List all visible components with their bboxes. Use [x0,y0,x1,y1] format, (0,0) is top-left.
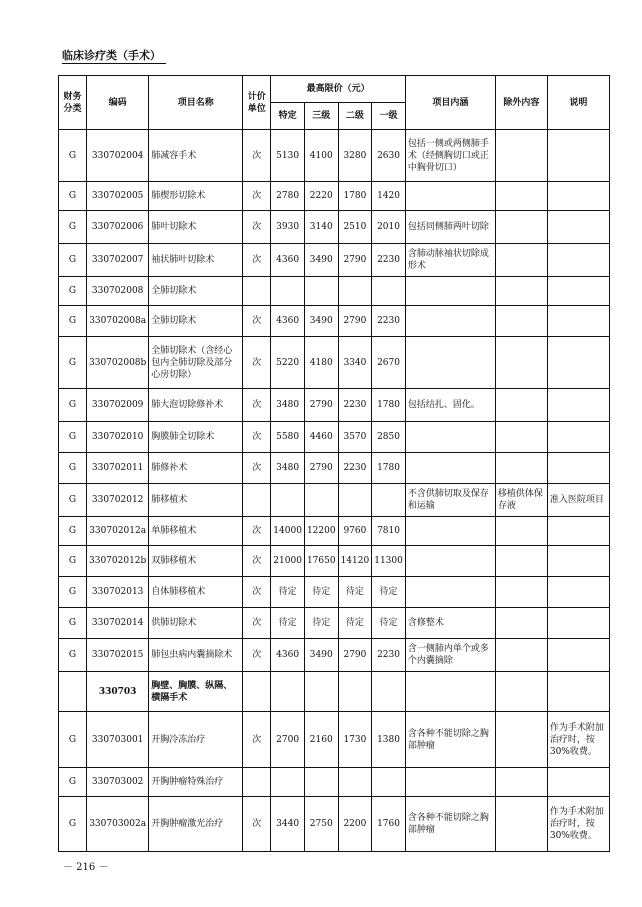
row-price-level-1: 待定 [372,577,406,608]
row-unit: 次 [243,130,271,182]
col-header-level-2: 二级 [338,103,372,130]
row-code: 330702008a [87,306,149,337]
col-header-unit: 计价 单位 [243,76,271,130]
row-code: 330702010 [87,422,149,453]
row-category [59,672,87,712]
row-name: 肺移植术 [149,484,243,517]
row-exclusions [495,768,547,797]
row-unit: 次 [243,211,271,244]
row-unit: 次 [243,546,271,577]
row-code: 330702012 [87,484,149,517]
row-content: 包括结扎、固化。 [405,389,495,422]
page-header-title: 临床诊疗类（手术） [62,49,161,62]
row-name: 单肺移植术 [149,517,243,546]
row-name: 肺叶切除术 [149,211,243,244]
row-price-level-3: 待定 [304,577,338,608]
row-exclusions [495,453,547,484]
row-exclusions [495,422,547,453]
row-price-level-1 [372,768,406,797]
row-name: 双肺移植术 [149,546,243,577]
row-content [405,277,495,306]
table-row [59,712,610,768]
row-category: G [59,422,87,453]
row-price-level-1: 1420 [372,182,406,211]
row-exclusions [495,639,547,672]
row-exclusions [495,211,547,244]
row-unit [243,484,271,517]
row-content [405,182,495,211]
table-row [59,337,610,389]
row-name: 全肺切除术 [149,277,243,306]
row-price-level-3: 12200 [304,517,338,546]
row-code: 330702004 [87,130,149,182]
row-category: G [59,130,87,182]
table-row [59,639,610,672]
row-category: G [59,244,87,277]
row-notes [547,422,609,453]
row-price-level-2: 1780 [338,182,372,211]
row-name: 全肺切除术（含经心包内全肺切除及部分心房切除） [149,337,243,389]
row-notes [547,672,609,712]
row-notes [547,306,609,337]
row-price-level-2: 2790 [338,639,372,672]
row-notes [547,768,609,797]
row-price-level-2: 2510 [338,211,372,244]
row-notes [547,639,609,672]
row-price-special: 5580 [271,422,305,453]
row-price-level-1 [372,277,406,306]
row-code: 330702013 [87,577,149,608]
row-price-level-2: 3280 [338,130,372,182]
row-notes [547,608,609,639]
row-code: 330702015 [87,639,149,672]
row-exclusions [495,182,547,211]
row-price-level-1: 2230 [372,639,406,672]
table-row [59,422,610,453]
row-price-special: 21000 [271,546,305,577]
row-category: G [59,517,87,546]
row-price-special [271,768,305,797]
row-name: 肺大泡切除修补术 [149,389,243,422]
row-price-level-3: 2160 [304,712,338,768]
row-notes [547,337,609,389]
row-content: 含一侧肺内单个或多个内囊摘除 [405,639,495,672]
row-unit [243,277,271,306]
row-price-special [271,672,305,712]
row-category: G [59,182,87,211]
row-price-special: 5220 [271,337,305,389]
row-notes [547,577,609,608]
row-name: 胸壁、胸膜、纵隔、横隔手术 [149,672,243,712]
row-category: G [59,797,87,852]
row-category: G [59,546,87,577]
row-content [405,422,495,453]
row-notes [547,389,609,422]
row-price-level-1: 1780 [372,453,406,484]
row-price-special: 14000 [271,517,305,546]
table-row [59,182,610,211]
row-category: G [59,389,87,422]
row-price-level-2: 待定 [338,608,372,639]
row-notes [547,517,609,546]
row-code: 330703002a [87,797,149,852]
row-price-level-3: 2790 [304,453,338,484]
row-name: 袖状肺叶切除术 [149,244,243,277]
row-exclusions [495,277,547,306]
row-content [405,768,495,797]
row-unit: 次 [243,389,271,422]
table-row [59,608,610,639]
row-price-level-3: 4180 [304,337,338,389]
row-exclusions [495,577,547,608]
row-price-level-3: 2220 [304,182,338,211]
row-name: 供肺切除术 [149,608,243,639]
col-header-notes: 说明 [547,76,609,130]
row-price-level-1: 1760 [372,797,406,852]
table-row [59,484,610,517]
table-row [59,546,610,577]
row-price-level-3 [304,672,338,712]
row-notes [547,244,609,277]
row-price-level-2: 2790 [338,306,372,337]
row-notes: 准入医院项目 [547,484,609,517]
col-header-category: 财务 分类 [59,76,87,130]
row-price-special: 待定 [271,577,305,608]
row-unit: 次 [243,453,271,484]
row-price-special: 2780 [271,182,305,211]
row-category: G [59,211,87,244]
row-category: G [59,277,87,306]
row-price-level-3: 3490 [304,639,338,672]
row-price-level-2: 2790 [338,244,372,277]
row-code: 330702007 [87,244,149,277]
row-price-special [271,277,305,306]
row-code: 330702012a [87,517,149,546]
row-unit: 次 [243,337,271,389]
row-notes [547,453,609,484]
col-header-exclusions: 除外内容 [495,76,547,130]
row-price-level-1: 11300 [372,546,406,577]
row-content: 不含供肺切取及保存和运输 [405,484,495,517]
price-table [58,75,610,852]
row-content [405,453,495,484]
row-price-level-2: 3570 [338,422,372,453]
row-price-level-1: 2630 [372,130,406,182]
row-code: 330702008b [87,337,149,389]
row-category: G [59,639,87,672]
row-price-level-2 [338,277,372,306]
table-row [59,244,610,277]
row-price-level-1: 2230 [372,244,406,277]
row-unit: 次 [243,712,271,768]
row-exclusions [495,130,547,182]
row-price-level-2 [338,484,372,517]
row-price-special: 3930 [271,211,305,244]
row-price-level-3 [304,484,338,517]
row-content [405,546,495,577]
col-header-level-special: 特定 [271,103,305,130]
row-exclusions [495,389,547,422]
row-unit: 次 [243,422,271,453]
row-price-level-1 [372,672,406,712]
row-name: 肺减容手术 [149,130,243,182]
row-code: 330702012b [87,546,149,577]
row-exclusions: 移植供体保存液 [495,484,547,517]
col-header-level-3: 三级 [304,103,338,130]
row-unit: 次 [243,244,271,277]
row-notes [547,211,609,244]
table-row [59,517,610,546]
row-price-special: 4360 [271,639,305,672]
row-price-level-2 [338,672,372,712]
table-row [59,277,610,306]
row-content: 含修整术 [405,608,495,639]
row-notes [547,546,609,577]
row-notes: 作为手术附加治疗时，按30%收费。 [547,712,609,768]
row-category: G [59,306,87,337]
row-notes [547,277,609,306]
row-price-level-3: 3490 [304,306,338,337]
row-name: 肺修补术 [149,453,243,484]
row-price-level-2: 2230 [338,453,372,484]
row-name: 全肺切除术 [149,306,243,337]
row-price-level-2 [338,768,372,797]
row-price-special: 4360 [271,244,305,277]
table-row [59,797,610,852]
row-price-level-1: 2670 [372,337,406,389]
row-name: 自体肺移植术 [149,577,243,608]
page-number: － 216 － [63,862,109,873]
row-price-level-2: 待定 [338,577,372,608]
row-price-level-1: 2010 [372,211,406,244]
row-exclusions [495,608,547,639]
row-name: 开胸肿瘤激光治疗 [149,797,243,852]
row-content: 含各种不能切除之胸部肿瘤 [405,712,495,768]
row-unit: 次 [243,306,271,337]
table-row [59,211,610,244]
row-exclusions [495,797,547,852]
row-name: 开胸肿瘤特殊治疗 [149,768,243,797]
row-content: 含各种不能切除之胸部肿瘤 [405,797,495,852]
row-price-level-1: 2850 [372,422,406,453]
row-notes: 作为手术附加治疗时，按30%收费。 [547,797,609,852]
row-content: 包括同侧肺两叶切除 [405,211,495,244]
row-content [405,517,495,546]
row-unit: 次 [243,608,271,639]
row-price-level-1: 7810 [372,517,406,546]
row-price-level-3: 2790 [304,389,338,422]
table-row [59,672,610,712]
table-row [59,768,610,797]
row-category: G [59,608,87,639]
row-unit: 次 [243,639,271,672]
row-exclusions [495,337,547,389]
row-name: 肺包虫病内囊摘除术 [149,639,243,672]
row-price-level-2: 2200 [338,797,372,852]
row-price-level-1: 1380 [372,712,406,768]
row-category: G [59,577,87,608]
row-content [405,306,495,337]
row-price-level-2: 3340 [338,337,372,389]
col-header-name: 项目名称 [149,76,243,130]
row-price-level-3 [304,768,338,797]
table-row [59,130,610,182]
col-header-code: 编码 [87,76,149,130]
table-row [59,306,610,337]
row-price-special: 3480 [271,453,305,484]
row-price-level-3: 2750 [304,797,338,852]
row-exclusions [495,306,547,337]
row-content: 包括一侧或两侧肺手术（经侧胸切口或正中胸骨切口） [405,130,495,182]
row-code: 330703001 [87,712,149,768]
row-price-level-3 [304,277,338,306]
row-price-level-2: 2230 [338,389,372,422]
row-unit: 次 [243,797,271,852]
row-exclusions [495,672,547,712]
row-exclusions [495,244,547,277]
row-price-special: 2700 [271,712,305,768]
row-code: 330702014 [87,608,149,639]
row-content [405,672,495,712]
row-price-level-1: 待定 [372,608,406,639]
row-price-level-3: 待定 [304,608,338,639]
row-unit [243,768,271,797]
row-unit: 次 [243,517,271,546]
row-name: 胸膜肺全切除术 [149,422,243,453]
row-content [405,337,495,389]
row-price-special: 5130 [271,130,305,182]
row-price-level-2: 14120 [338,546,372,577]
row-code: 330702009 [87,389,149,422]
row-price-level-3: 4460 [304,422,338,453]
row-price-special: 4360 [271,306,305,337]
row-exclusions [495,546,547,577]
row-notes [547,130,609,182]
row-content: 含肺动脉袖状切除成形术 [405,244,495,277]
header-underline [62,63,166,64]
row-unit: 次 [243,577,271,608]
row-code: 330703 [87,672,149,712]
table-row [59,453,610,484]
table-row [59,389,610,422]
row-code: 330703002 [87,768,149,797]
row-exclusions [495,712,547,768]
row-exclusions [495,517,547,546]
row-category: G [59,768,87,797]
row-price-level-3: 3140 [304,211,338,244]
col-header-level-1: 一级 [372,103,406,130]
table-body [59,130,610,852]
row-name: 肺楔形切除术 [149,182,243,211]
table-row [59,577,610,608]
row-category: G [59,453,87,484]
col-header-content: 项目内涵 [405,76,495,130]
row-price-level-3: 4100 [304,130,338,182]
row-price-special: 待定 [271,608,305,639]
row-price-level-3: 3490 [304,244,338,277]
row-category: G [59,484,87,517]
row-code: 330702006 [87,211,149,244]
row-code: 330702008 [87,277,149,306]
row-category: G [59,337,87,389]
row-code: 330702005 [87,182,149,211]
row-price-special: 3480 [271,389,305,422]
row-price-level-1 [372,484,406,517]
row-price-level-2: 1730 [338,712,372,768]
row-category: G [59,712,87,768]
col-header-max-price: 最高限价（元） [271,76,406,103]
row-price-level-3: 17650 [304,546,338,577]
row-price-level-1: 1780 [372,389,406,422]
row-name: 开胸冷冻治疗 [149,712,243,768]
row-unit [243,672,271,712]
row-code: 330702011 [87,453,149,484]
row-price-special [271,484,305,517]
row-unit: 次 [243,182,271,211]
row-content [405,577,495,608]
row-price-level-2: 9760 [338,517,372,546]
row-notes [547,182,609,211]
row-price-special: 3440 [271,797,305,852]
row-price-level-1: 2230 [372,306,406,337]
